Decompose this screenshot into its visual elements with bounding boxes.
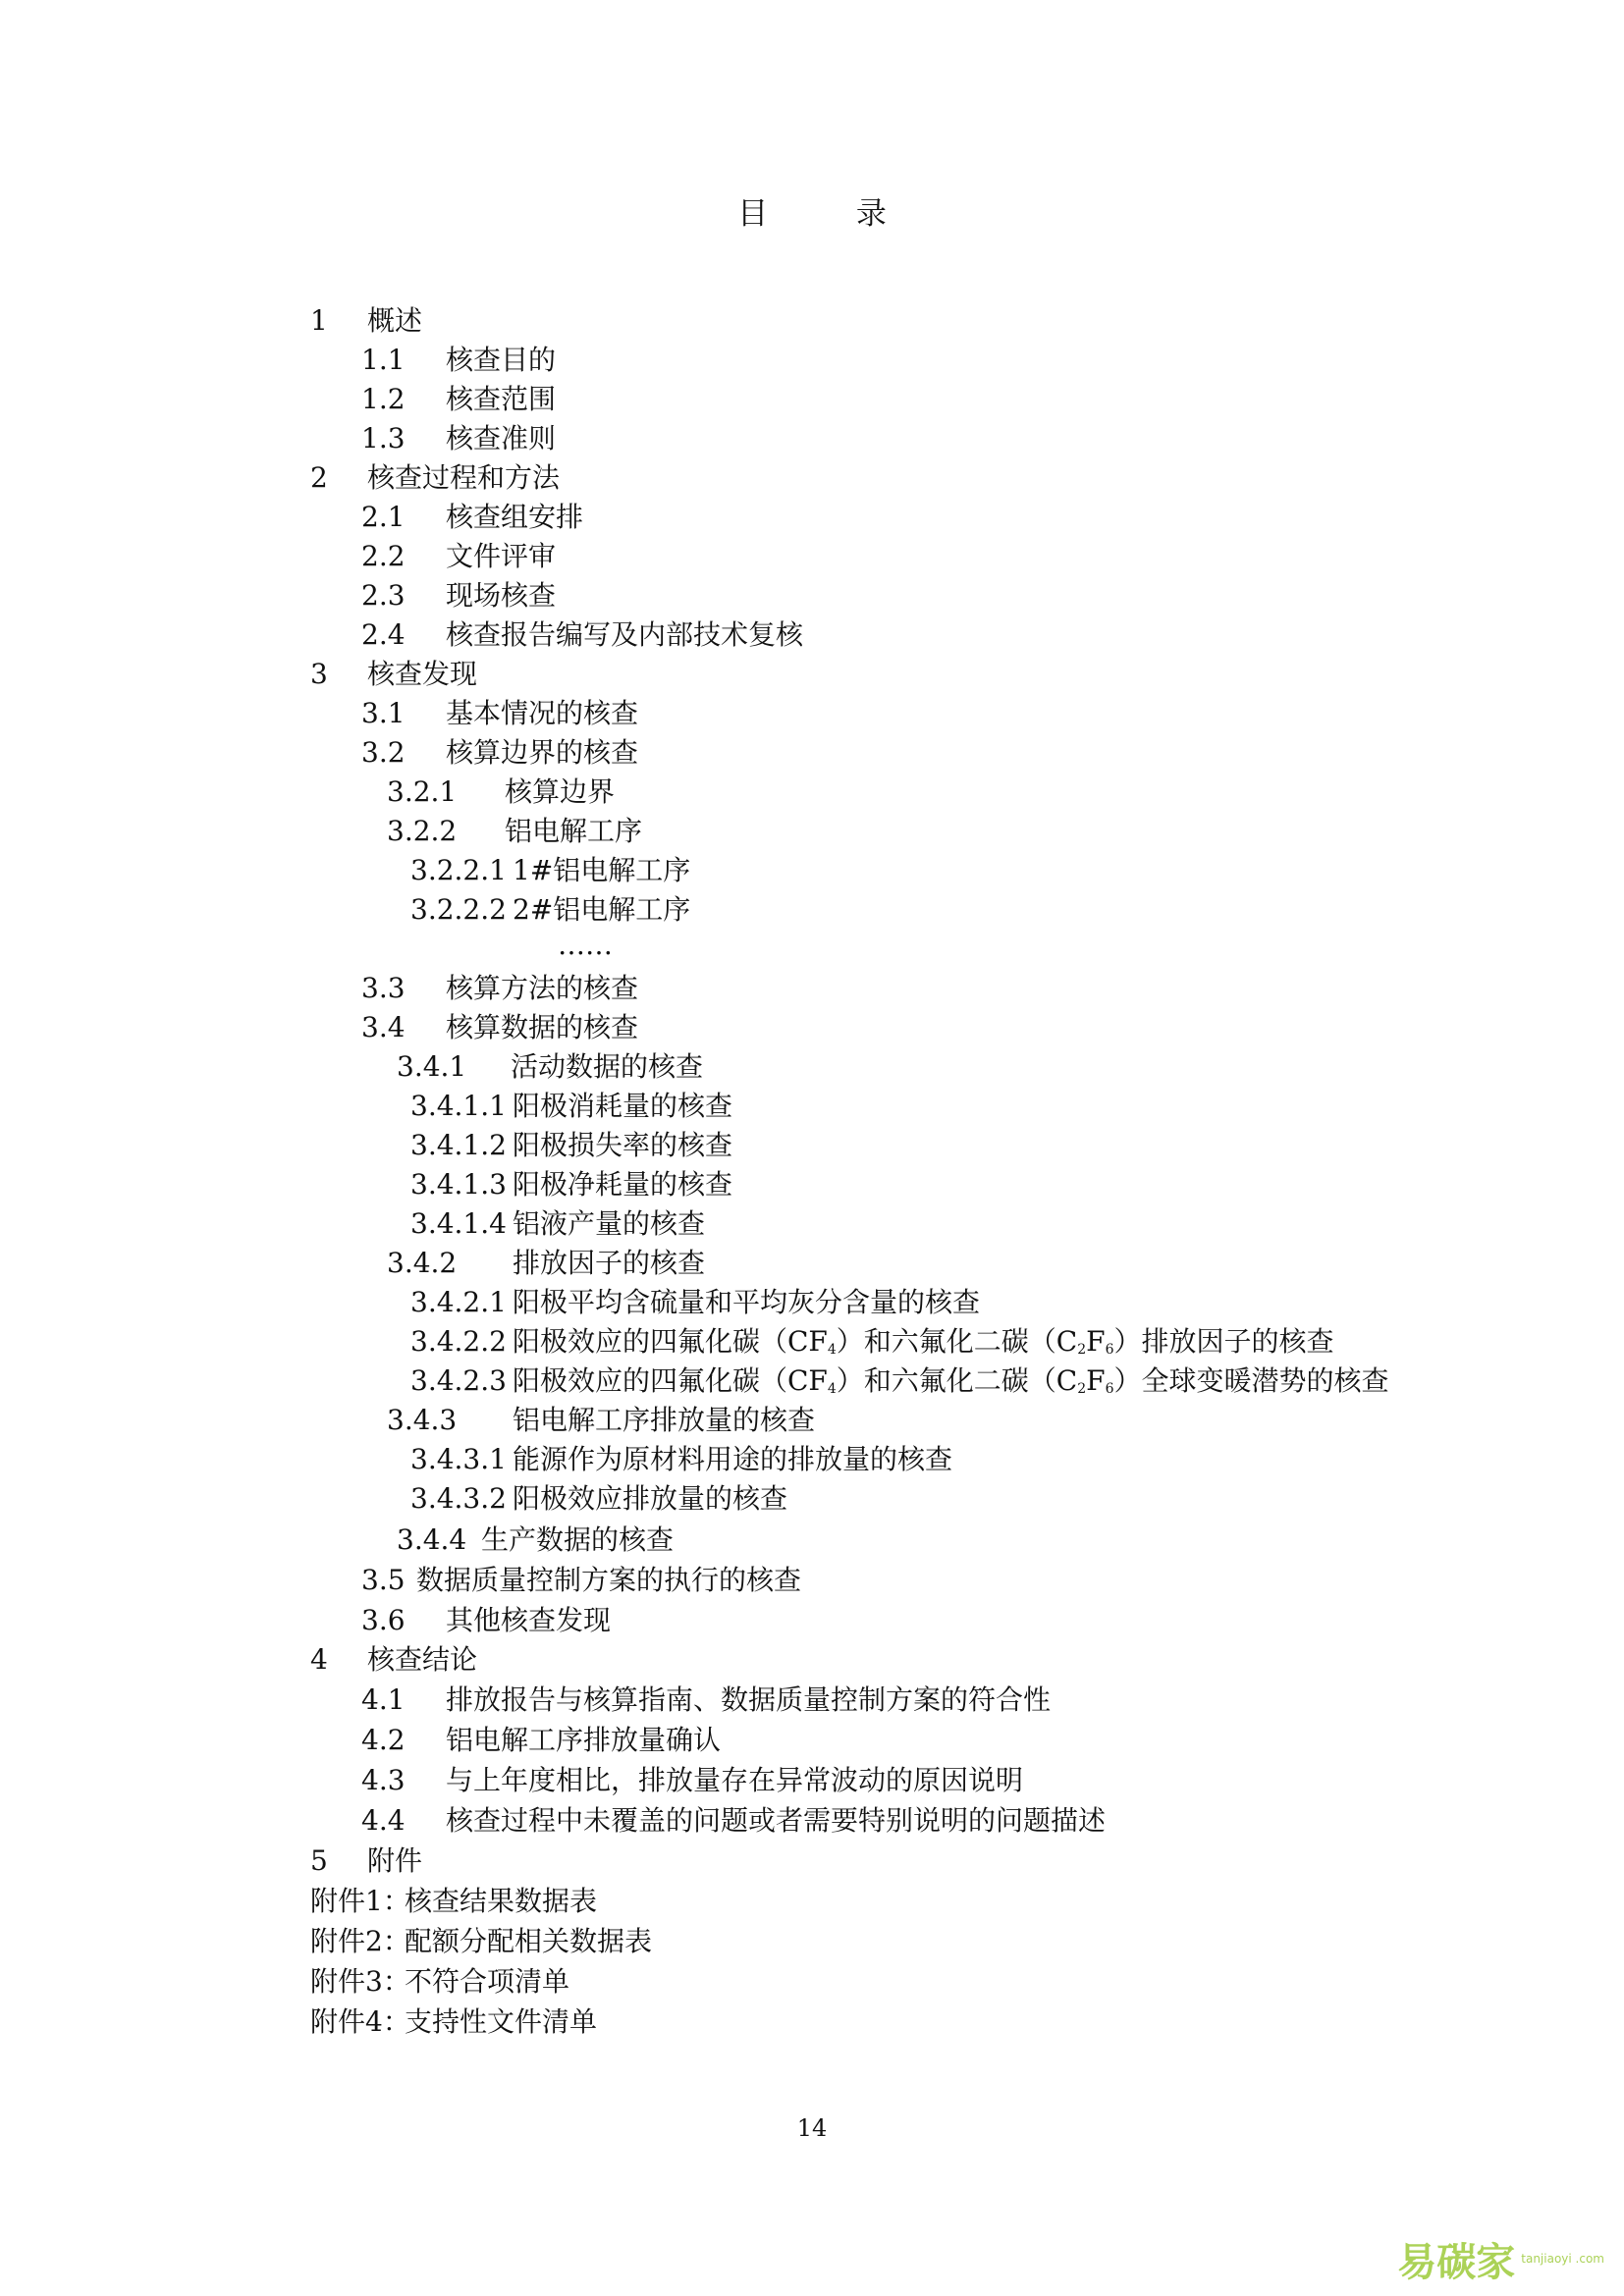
toc-text: 能源作为原材料用途的排放量的核查: [513, 1443, 953, 1475]
toc-text: 核查目的: [446, 344, 557, 376]
toc-number: 4.4: [361, 1804, 406, 1837]
toc-number: 2.4: [361, 618, 406, 651]
toc-text: 核查范围: [446, 383, 557, 415]
toc-number: 3.6: [361, 1604, 406, 1636]
toc-number: 1.3: [361, 422, 406, 454]
toc-number: 3.4.3.2: [410, 1482, 507, 1515]
toc-text: 核查报告编写及内部技术复核: [446, 618, 804, 651]
toc-text: 与上年度相比，排放量存在异常波动的原因说明: [446, 1764, 1024, 1796]
toc-text: 铝电解工序排放量确认: [446, 1724, 722, 1756]
toc-text: 核查过程中未覆盖的问题或者需要特别说明的问题描述: [446, 1804, 1107, 1837]
toc-text: 阳极损失率的核查: [513, 1129, 733, 1161]
toc-text: 数据质量控制方案的执行的核查: [416, 1564, 802, 1596]
toc-text: 铝电解工序: [505, 815, 643, 847]
toc-text: 铝电解工序排放量的核查: [513, 1404, 816, 1436]
toc-number: 1.1: [361, 344, 406, 376]
toc-text: 活动数据的核查: [511, 1050, 704, 1083]
toc-number: 2.2: [361, 540, 406, 572]
toc-number: 3.4.3.1: [410, 1443, 507, 1475]
toc-text: 铝液产量的核查: [513, 1207, 706, 1240]
toc-number: 3.4.2.2: [410, 1325, 507, 1358]
toc-text: 概述: [367, 304, 423, 337]
toc-number: 2.3: [361, 579, 406, 612]
toc-text: 核查准则: [446, 422, 557, 454]
toc-text: 其他核查发现: [446, 1604, 612, 1636]
toc-text: 核算边界的核查: [446, 736, 639, 769]
toc-number: 3.2.1: [387, 775, 458, 808]
toc-number: 附件4：: [310, 2005, 410, 2038]
toc-text: 配额分配相关数据表: [405, 1925, 653, 1957]
toc-text: 文件评审: [446, 540, 557, 572]
watermark: [1397, 2229, 1604, 2288]
toc-text: 基本情况的核查: [446, 697, 639, 729]
toc-number: 附件2：: [310, 1925, 410, 1957]
toc-text: 1#铝电解工序: [513, 854, 691, 886]
toc-text: 排放因子的核查: [513, 1247, 706, 1279]
toc-number: 3.5: [361, 1564, 406, 1596]
toc-text: 核查结果数据表: [405, 1885, 598, 1917]
toc-text: 排放报告与核算指南、数据质量控制方案的符合性: [446, 1683, 1052, 1716]
toc-number: 1: [310, 304, 328, 337]
toc-number: 附件3：: [310, 1965, 410, 1998]
toc-number: 3.4.2.1: [410, 1286, 507, 1318]
toc-number: 2.1: [361, 501, 406, 533]
toc-number: 3.1: [361, 697, 406, 729]
toc-text: 核查过程和方法: [367, 461, 561, 494]
toc-text: 阳极消耗量的核查: [513, 1090, 733, 1122]
toc-text: 2#铝电解工序: [513, 893, 691, 926]
toc-text: 现场核查: [446, 579, 557, 612]
toc-text: 生产数据的核查: [481, 1523, 675, 1556]
toc-text: 核查结论: [367, 1643, 478, 1676]
toc-number: 3.4.3: [387, 1404, 458, 1436]
toc-number: 2: [310, 461, 328, 494]
toc-text: 阳极效应的四氟化碳$(CF_4)$和六氟化二碳$(C_2F_6)$全球变暖潜势的核查: [513, 1364, 1389, 1397]
toc-number: 3.4.2: [387, 1247, 458, 1279]
watermark-site: tanjiaoyi .com: [1521, 2252, 1604, 2266]
toc-text: 阳极效应的四氟化碳$(CF_4)$和六氟化二碳$(C_2F_6)$排放因子的核查: [513, 1325, 1334, 1358]
toc-number: 3.2: [361, 736, 406, 769]
toc-number: 4.2: [361, 1724, 406, 1756]
toc-text: ……: [558, 929, 613, 961]
toc-text: 核查组安排: [446, 501, 584, 533]
toc-text: 阳极平均含硫量和平均灰分含量的核查: [513, 1286, 981, 1318]
toc-number: 5: [310, 1844, 328, 1877]
toc-number: 3.2.2.2: [410, 893, 507, 926]
toc-number: 3.4.4: [397, 1523, 467, 1556]
toc-number: 4.3: [361, 1764, 406, 1796]
toc-number: 4: [310, 1643, 328, 1676]
toc-text: 阳极效应排放量的核查: [513, 1482, 788, 1515]
page-title: 目 录: [737, 196, 926, 232]
toc-number: 3.3: [361, 972, 406, 1004]
toc-text: 核查发现: [367, 658, 478, 690]
toc-text: 核算方法的核查: [446, 972, 639, 1004]
toc-number: 3.4.1.3: [410, 1168, 507, 1201]
toc-text: 附件: [367, 1844, 423, 1877]
toc-number: 3.4.1.1: [410, 1090, 507, 1122]
toc-number: 3: [310, 658, 328, 690]
toc-text: 支持性文件清单: [405, 2005, 598, 2038]
toc-number: 3.4: [361, 1011, 406, 1043]
toc-number: 3.4.2.3: [410, 1364, 507, 1397]
watermark-logo: 易碳家: [1397, 2239, 1516, 2285]
page-number: 14: [796, 2114, 828, 2142]
toc-text: 不符合项清单: [405, 1965, 570, 1998]
toc-text: 核算边界: [505, 775, 616, 808]
toc-text: 阳极净耗量的核查: [513, 1168, 733, 1201]
toc-number: 3.2.2: [387, 815, 458, 847]
toc-text: 核算数据的核查: [446, 1011, 639, 1043]
toc-number: 3.2.2.1: [410, 854, 507, 886]
toc-number: 4.1: [361, 1683, 406, 1716]
toc-number: 3.4.1.2: [410, 1129, 507, 1161]
toc-number: 3.4.1.4: [410, 1207, 507, 1240]
toc-number: 附件1：: [310, 1885, 410, 1917]
toc-number: 3.4.1: [397, 1050, 467, 1083]
toc-number: 1.2: [361, 383, 406, 415]
